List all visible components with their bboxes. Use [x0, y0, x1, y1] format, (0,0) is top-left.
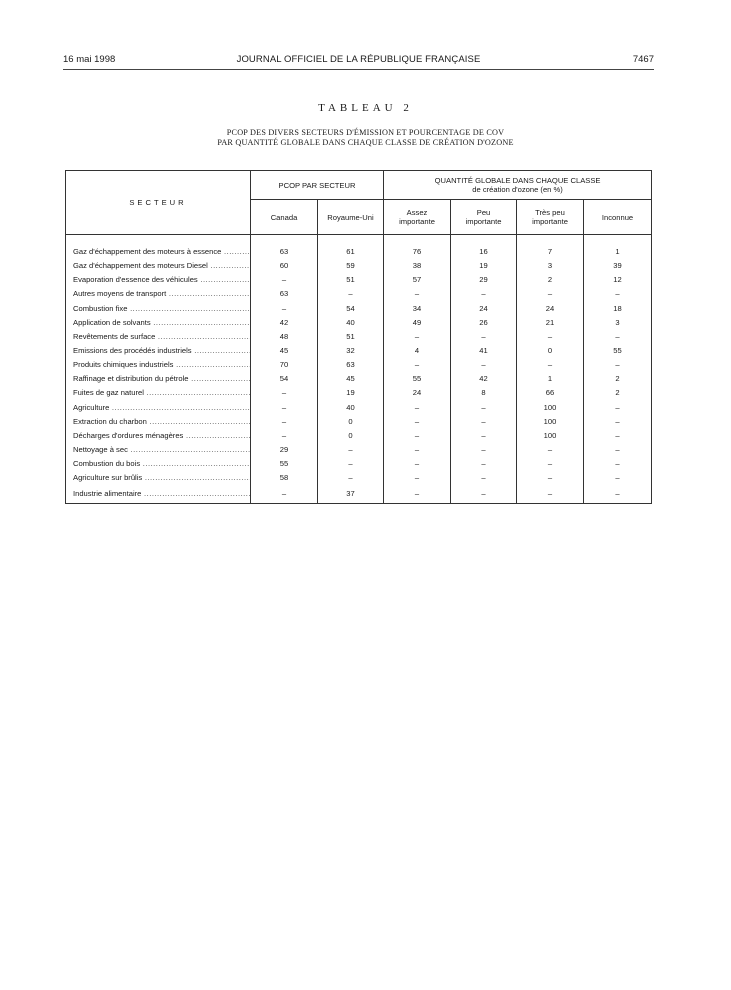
sector-cell [66, 471, 251, 485]
tres-peu-importante-column-header [517, 200, 584, 235]
sector-cell [66, 287, 251, 301]
tres-peu-importante-cell: 1 [517, 372, 584, 386]
uk-cell: 32 [318, 344, 384, 358]
header-line: importante [465, 217, 502, 226]
canada-cell: – [251, 401, 318, 415]
canada-cell: 60 [251, 259, 318, 273]
tres-peu-importante-cell: 21 [517, 316, 584, 330]
uk-cell: 61 [318, 245, 384, 259]
peu-importante-cell: – [451, 485, 517, 504]
canada-cell: – [251, 302, 318, 316]
inconnue-cell: – [584, 429, 652, 443]
table-row [66, 358, 652, 372]
sector-label: Combustion fixe ..... [73, 304, 251, 313]
table-row [66, 330, 652, 344]
sector-cell [66, 245, 251, 259]
canada-cell: – [251, 386, 318, 400]
assez-importante-cell: 49 [384, 316, 451, 330]
tres-peu-importante-cell: – [517, 471, 584, 485]
peu-importante-cell: 8 [451, 386, 517, 400]
table-row [66, 287, 652, 301]
inconnue-column-header: Inconnue [584, 200, 652, 235]
tres-peu-importante-cell: 100 [517, 429, 584, 443]
spacer-cell [584, 235, 652, 246]
canada-cell: 55 [251, 457, 318, 471]
assez-importante-column-header [384, 200, 451, 235]
assez-importante-cell: – [384, 457, 451, 471]
assez-importante-cell: – [384, 358, 451, 372]
sector-label: Agriculture ..... [73, 403, 251, 412]
table-row [66, 485, 652, 504]
canada-cell: 58 [251, 471, 318, 485]
sector-cell [66, 401, 251, 415]
table-row [66, 401, 652, 415]
peu-importante-cell: – [451, 471, 517, 485]
table-row [66, 415, 652, 429]
sector-label: Autres moyens de transport ..... [73, 289, 251, 298]
assez-importante-cell: – [384, 415, 451, 429]
inconnue-cell: – [584, 287, 652, 301]
inconnue-cell: – [584, 415, 652, 429]
inconnue-cell: 18 [584, 302, 652, 316]
sector-label: Evaporation d'essence des véhicules ..... [73, 275, 251, 284]
peu-importante-cell: – [451, 287, 517, 301]
uk-cell: 51 [318, 273, 384, 287]
table-subtitle [0, 128, 731, 148]
sector-label: Combustion du bois ..... [73, 459, 251, 468]
sector-label: Industrie alimentaire ..... [73, 489, 251, 498]
sector-cell [66, 386, 251, 400]
table-title: TABLEAU 2 [318, 102, 413, 114]
sector-label: Gaz d'échappement des moteurs à essence ..... [73, 247, 251, 256]
peu-importante-cell: – [451, 429, 517, 443]
sector-cell [66, 485, 251, 504]
uk-cell: 63 [318, 358, 384, 372]
subtitle-line: PAR QUANTITÉ GLOBALE DANS CHAQUE CLASSE DE CRÉATION D'OZONE [217, 138, 514, 147]
header-line: Très peu [535, 208, 565, 217]
peu-importante-cell: 24 [451, 302, 517, 316]
pcop-table [65, 170, 652, 504]
sector-label: Produits chimiques industriels ..... [73, 360, 251, 369]
uk-cell: – [318, 287, 384, 301]
table-row [66, 457, 652, 471]
spacer-cell [251, 235, 318, 246]
sector-label: Extraction du charbon ..... [73, 417, 251, 426]
canada-cell: – [251, 429, 318, 443]
journal-title: JOURNAL OFFICIEL DE LA RÉPUBLIQUE FRANÇAISE [236, 54, 481, 65]
sector-cell [66, 415, 251, 429]
uk-cell: 0 [318, 429, 384, 443]
table-row [66, 344, 652, 358]
sector-label: Fuites de gaz naturel ..... [73, 388, 251, 397]
sector-label: Gaz d'échappement des moteurs Diesel ..... [73, 261, 251, 270]
inconnue-cell: 55 [584, 344, 652, 358]
tres-peu-importante-cell: 24 [517, 302, 584, 316]
assez-importante-cell: – [384, 401, 451, 415]
inconnue-cell: – [584, 457, 652, 471]
tres-peu-importante-cell: 66 [517, 386, 584, 400]
inconnue-cell: 39 [584, 259, 652, 273]
canada-cell: – [251, 273, 318, 287]
sector-label: Décharges d'ordures ménagères ..... [73, 431, 251, 440]
canada-cell: 70 [251, 358, 318, 372]
tres-peu-importante-cell: 0 [517, 344, 584, 358]
sector-label: Agriculture sur brûlis ..... [73, 473, 251, 482]
inconnue-cell: – [584, 443, 652, 457]
canada-cell: 42 [251, 316, 318, 330]
table-row [66, 443, 652, 457]
header-divider [63, 69, 654, 70]
quantity-header-line1: QUANTITÉ GLOBALE DANS CHAQUE CLASSE [434, 176, 601, 185]
assez-importante-cell: – [384, 330, 451, 344]
assez-importante-cell: 24 [384, 386, 451, 400]
inconnue-cell: – [584, 330, 652, 344]
canada-cell: 48 [251, 330, 318, 344]
table-row [66, 302, 652, 316]
uk-cell: 19 [318, 386, 384, 400]
sector-label: Emissions des procédés industriels ..... [73, 346, 251, 355]
peu-importante-cell: 16 [451, 245, 517, 259]
tres-peu-importante-cell: – [517, 330, 584, 344]
assez-importante-cell: – [384, 287, 451, 301]
header-line: Peu [476, 208, 491, 217]
spacer-cell [517, 235, 584, 246]
peu-importante-cell: 19 [451, 259, 517, 273]
table-row [66, 386, 652, 400]
peu-importante-cell: – [451, 358, 517, 372]
assez-importante-cell: 76 [384, 245, 451, 259]
sector-label: Raffinage et distribution du pétrole ..... [73, 374, 251, 383]
peu-importante-cell: 41 [451, 344, 517, 358]
uk-cell: 0 [318, 415, 384, 429]
tres-peu-importante-cell: – [517, 287, 584, 301]
tres-peu-importante-cell: – [517, 443, 584, 457]
issue-date: 16 mai 1998 [63, 54, 116, 65]
peu-importante-cell: 42 [451, 372, 517, 386]
assez-importante-cell: 34 [384, 302, 451, 316]
inconnue-cell: 1 [584, 245, 652, 259]
table-row [66, 273, 652, 287]
peu-importante-cell: 26 [451, 316, 517, 330]
peu-importante-cell: – [451, 330, 517, 344]
table-row [66, 429, 652, 443]
sector-cell [66, 330, 251, 344]
table-row [66, 259, 652, 273]
assez-importante-cell: 4 [384, 344, 451, 358]
page-header [63, 54, 654, 70]
canada-cell: 29 [251, 443, 318, 457]
tres-peu-importante-cell: 100 [517, 401, 584, 415]
peu-importante-column-header [451, 200, 517, 235]
tres-peu-importante-cell: 100 [517, 415, 584, 429]
peu-importante-cell: 29 [451, 273, 517, 287]
uk-cell: 54 [318, 302, 384, 316]
canada-cell: – [251, 485, 318, 504]
sector-label: Application de solvants ..... [73, 318, 251, 327]
canada-column-header: Canada [251, 200, 318, 235]
sector-label: Nettoyage à sec ..... [73, 445, 251, 454]
uk-cell: – [318, 471, 384, 485]
canada-cell: 45 [251, 344, 318, 358]
assez-importante-cell: – [384, 471, 451, 485]
inconnue-cell: 12 [584, 273, 652, 287]
peu-importante-cell: – [451, 415, 517, 429]
tres-peu-importante-cell: 2 [517, 273, 584, 287]
uk-cell: – [318, 443, 384, 457]
tres-peu-importante-cell: – [517, 485, 584, 504]
pcop-group-header: PCOP PAR SECTEUR [251, 171, 384, 200]
uk-cell: 45 [318, 372, 384, 386]
quantity-group-header [384, 171, 652, 200]
spacer-cell [66, 235, 251, 246]
uk-cell: 51 [318, 330, 384, 344]
assez-importante-cell: 57 [384, 273, 451, 287]
inconnue-cell: – [584, 485, 652, 504]
sector-column-header: SECTEUR [66, 171, 251, 235]
subtitle-line: PCOP DES DIVERS SECTEURS D'ÉMISSION ET POURCENTAGE DE COV [226, 128, 505, 137]
spacer-cell [384, 235, 451, 246]
sector-cell [66, 316, 251, 330]
assez-importante-cell: – [384, 485, 451, 504]
page-number: 7467 [632, 54, 654, 65]
peu-importante-cell: – [451, 443, 517, 457]
sector-cell [66, 358, 251, 372]
uk-cell: 40 [318, 401, 384, 415]
uk-cell: 37 [318, 485, 384, 504]
spacer-cell [318, 235, 384, 246]
header-line: importante [532, 217, 568, 226]
sector-cell [66, 429, 251, 443]
table-row [66, 316, 652, 330]
uk-cell: 40 [318, 316, 384, 330]
inconnue-cell: – [584, 401, 652, 415]
table-row [66, 245, 652, 259]
sector-cell [66, 302, 251, 316]
inconnue-cell: 2 [584, 386, 652, 400]
header-line: importante [399, 217, 435, 226]
canada-cell: 63 [251, 287, 318, 301]
canada-cell: 63 [251, 245, 318, 259]
assez-importante-cell: – [384, 443, 451, 457]
sector-cell [66, 344, 251, 358]
table-body [66, 235, 652, 504]
sector-cell [66, 457, 251, 471]
sector-cell [66, 372, 251, 386]
inconnue-cell: – [584, 471, 652, 485]
inconnue-cell: – [584, 358, 652, 372]
spacer-cell [451, 235, 517, 246]
tres-peu-importante-cell: 3 [517, 259, 584, 273]
assez-importante-cell: – [384, 429, 451, 443]
canada-cell: 54 [251, 372, 318, 386]
uk-cell: – [318, 457, 384, 471]
quantity-header-line2: de création d'ozone (en %) [472, 185, 563, 194]
tres-peu-importante-cell: – [517, 358, 584, 372]
sector-cell [66, 443, 251, 457]
table-row [66, 372, 652, 386]
uk-column-header: Royaume-Uni [318, 200, 384, 235]
inconnue-cell: 2 [584, 372, 652, 386]
assez-importante-cell: 38 [384, 259, 451, 273]
assez-importante-cell: 55 [384, 372, 451, 386]
sector-cell [66, 273, 251, 287]
tres-peu-importante-cell: 7 [517, 245, 584, 259]
canada-cell: – [251, 415, 318, 429]
inconnue-cell: 3 [584, 316, 652, 330]
spacer-row [66, 235, 652, 246]
sector-cell [66, 259, 251, 273]
sector-label: Revêtements de surface ..... [73, 332, 251, 341]
header-line: Assez [406, 208, 428, 217]
peu-importante-cell: – [451, 401, 517, 415]
peu-importante-cell: – [451, 457, 517, 471]
tres-peu-importante-cell: – [517, 457, 584, 471]
uk-cell: 59 [318, 259, 384, 273]
table-row [66, 471, 652, 485]
